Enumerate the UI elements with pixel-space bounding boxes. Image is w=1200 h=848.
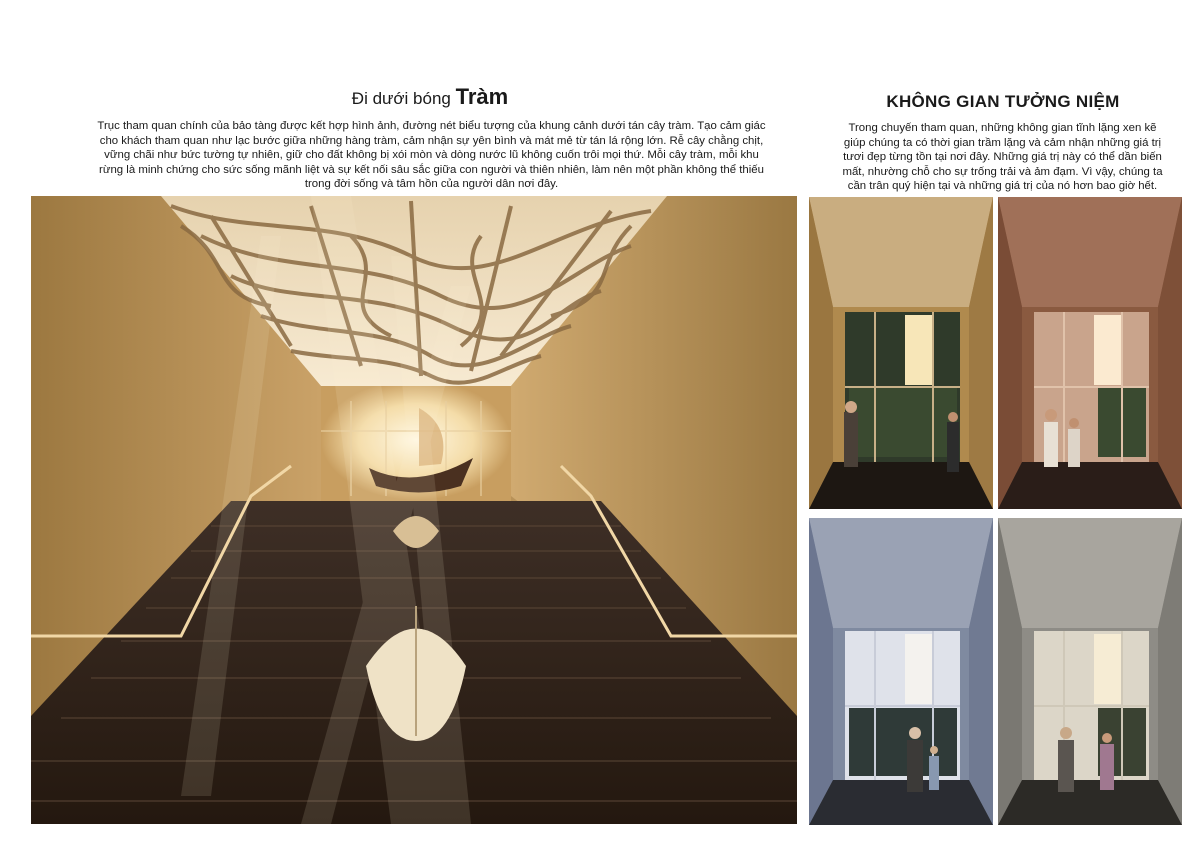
right-paragraph-line: tươi đẹp từng tồn tại nơi đây. Những giá trị này có thể dần biến [843,151,1162,164]
left-paragraph-line: rừng là minh chứng cho sức sống mãnh liệt và sự kết nối sâu sắc giữa con người và thiên nhiên, làm nên một phần không thể thiếu [99,163,764,176]
right-paragraph-line: giúp chúng ta có thời gian trầm lặng và cảm nhận những giá trị [843,136,1162,149]
left-paragraph-line: trong đời sống và tâm hồn của người dân nơi đây. [304,178,559,191]
right-paragraph [815,121,1190,194]
memorial-render-blue [809,518,993,825]
left-section-title [30,84,830,110]
left-paragraph-line: cho khách tham quan như lạc bước giữa những hàng tràm, cảm nhận sự yên bình và mát mẻ từ tán lá rộng lớn. Rễ cây chằng chịt, [99,134,764,147]
right-paragraph-line: mất, nhường chỗ cho sự trống trải và ảm đạm. Vì vậy, chúng ta [842,165,1163,178]
left-title-prefix: Đi dưới bóng [351,89,451,108]
memorial-render-grey [998,518,1182,825]
memorial-render-gold [809,197,993,509]
right-paragraph-line: Trong chuyến tham quan, những không gian tĩnh lặng xen kẽ [848,122,1157,134]
right-paragraph-line: cần trân quý hiện tại và những giá trị của nó hơn bao giờ hết. [847,180,1158,193]
right-section-title: KHÔNG GIAN TƯỞNG NIỆM [886,92,1120,111]
left-paragraph-line: vững chãi như bức tường tự nhiên, giữ cho đất không bị xói mòn và dòng nước lũ không cuốn trôi mọi thứ. Mỗi cây tràm, mỗi khu [104,149,759,162]
memorial-render-copper [998,197,1182,509]
left-title-emphasis: Tràm [455,84,509,109]
corridor-render-image [31,196,797,824]
left-paragraph-line: Trục tham quan chính của bảo tàng được kết hợp hình ảnh, đường nét biểu tượng của khung cảnh dưới tán cây tràm. Tạo cảm giác [97,120,766,132]
left-paragraph [74,119,789,192]
